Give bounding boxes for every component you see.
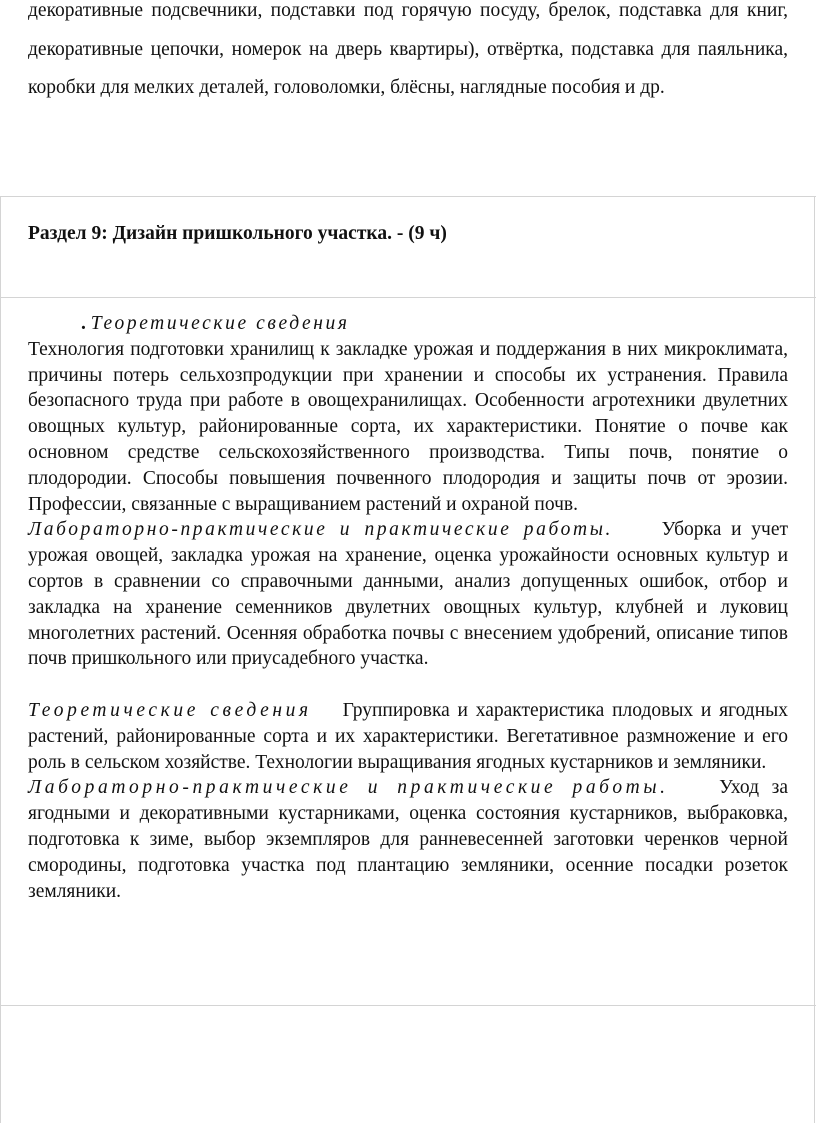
table-left-border [0,196,1,1123]
lab-text-1: Уборка и учет урожая овощей, закладка урожая на хранение, оценка урожайности основных культур и сортов в сравнении со справочными данными, анализ допущенных ошибок, отбор и закладка на хранение семенников двулетних овощных культур, клубней и луковиц многолетних растений. Осенняя обработка почвы с внесением удобрений, описание типов почв пришкольного или приусадебного участка. [28,519,788,670]
theory-label-2: Теоретические сведения [28,699,312,721]
theory-text-2: Группировка и характеристика плодовых и ягодных растений, районированные сорта и их характеристики. Вегетативное размножение и его роль в сельском хозяйстве. Технологии выращивания ягодных кустарников и земляники. [28,699,788,773]
lab-label-1: Лабораторно-практические и практические работы. [28,519,613,541]
intro-text-block [28,0,788,108]
row-divider-bottom [0,1005,816,1006]
lab-text-2: Уход за ягодными и декоративными кустарниками, оценка состояния кустарников, выбраковка, подготовка к зиме, выбор экземпляров для ранневесенней заготовки черенков черной смородины, подготовка участка под плантацию земляники, осенние посадки розеток земляники. [28,777,788,902]
lab-paragraph-1 [28,517,788,672]
section-content [28,311,788,904]
section-title: Раздел 9: Дизайн пришкольного участка. - (9 ч) [28,223,447,244]
intro-paragraph: декоративные подсвечники, подставки под горячую посуду, брелок, подставка для книг, декоративные цепочки, номерок на дверь квартиры), отвёртка, подставка для паяльника, коробки для мелких деталей, головоломки, блёсны, наглядные пособия и др. [28,0,788,98]
theory-paragraph-2 [28,698,788,775]
lab-label-2: Лабораторно-практические и практические работы. [28,777,669,799]
theory-heading-label: Теоретические сведения [90,313,350,334]
theory-heading: . Теоретические сведения [81,313,350,334]
table-right-border [814,196,815,1123]
row-divider [0,297,816,298]
theory-paragraph: Технология подготовки хранилищ к закладке урожая и поддержания в них микроклимата, причины потерь сельхозпродукции при хранении и способы их устранения. Правила безопасного труда при работе в овощехранилищах. Особенности агротехники двулетних овощных культур, районированные сорта, их характеристики. Понятие о почве как основном средстве сельскохозяйственного производства. Типы почв, понятие о плодородии. Способы повышения почвенного плодородия и защиты почв от эрозии. Профессии, связанные с выращиванием растений и охраной почв. [28,338,788,515]
table-top-border [0,196,816,197]
lab-paragraph-2 [28,775,788,904]
